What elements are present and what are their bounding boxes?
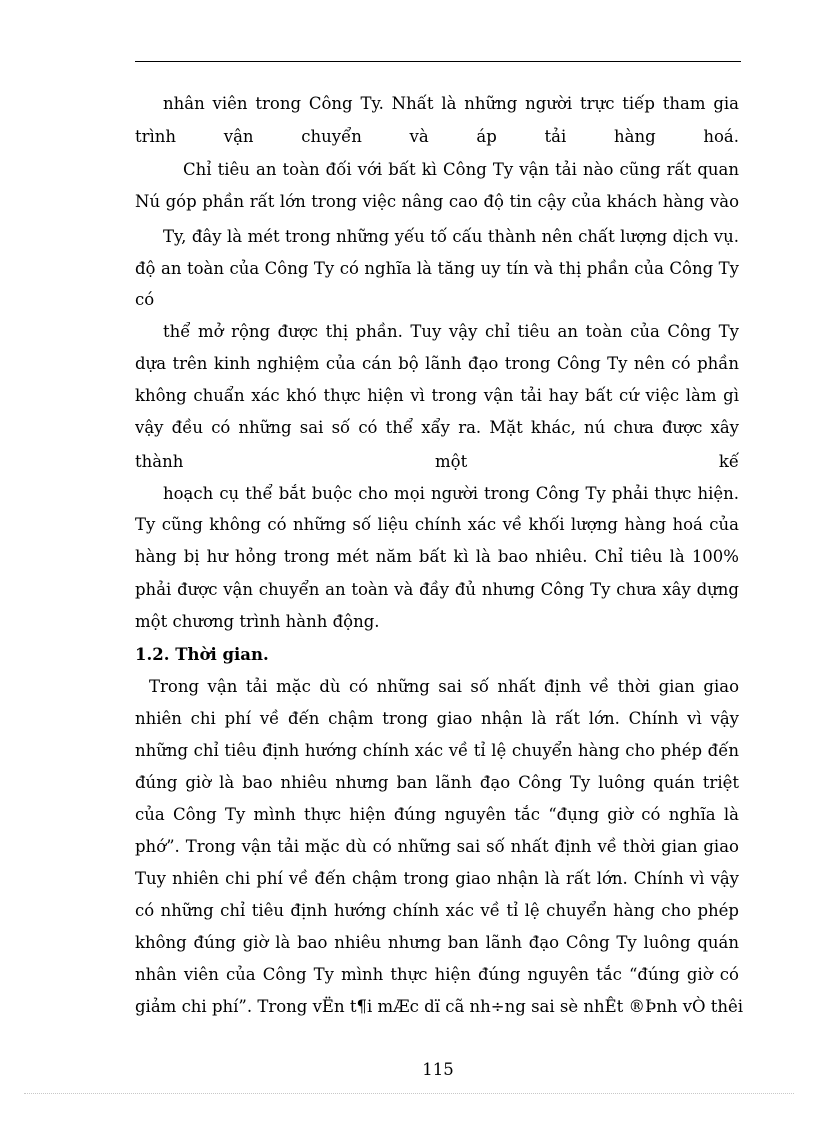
body-text-line: thể mở rộng được thị phần. Tuy vậy chỉ tiêu an toàn của Công Ty — [163, 322, 739, 341]
body-text-line: dựa trên kinh nghiệm của cán bộ lãnh đạo trong Công Ty nên có phần — [135, 354, 739, 373]
body-text-line: Tuy nhiên chi phí về đến chậm trong giao nhận là rất lớn. Chính vì vậy — [135, 869, 739, 888]
body-text-line: nhiên chi phí về đến chậm trong giao nhận là rất lớn. Chính vì vậy — [135, 709, 739, 728]
body-text-line: độ an toàn của Công Ty có nghĩa là tăng uy tín và thị phần của Công Ty — [135, 259, 739, 278]
footer-dotted-rule — [24, 1093, 794, 1094]
body-text-line: phải được vận chuyển an toàn và đầy đủ nhưng Công Ty chưa xây dựng — [135, 580, 739, 599]
body-text-line: trình vận chuyển và áp tải hàng hoá. — [135, 127, 739, 146]
header-rule — [135, 61, 741, 62]
body-text-line: hàng bị hư hỏng trong mét năm bất kì là bao nhiêu. Chỉ tiêu là 100% — [135, 547, 739, 566]
body-text-line: không đúng giờ là bao nhiêu nhưng ban lãnh đạo Công Ty luông quán — [135, 933, 739, 952]
body-text-line: những chỉ tiêu định hướng chính xác về tỉ lệ chuyển hàng cho phép đến — [135, 741, 739, 760]
body-text-line: hoạch cụ thể bắt buộc cho mọi người trong Công Ty phải thực hiện. — [163, 484, 739, 503]
body-text-line: của Công Ty mình thực hiện đúng nguyên tắc “đụng giờ có nghĩa là — [135, 805, 739, 824]
body-text-line: có — [135, 290, 155, 309]
section-heading: 1.2. Thời gian. — [135, 645, 269, 664]
body-text-line: Nú góp phần rất lớn trong việc nâng cao độ tin cậy của khách hàng vào — [135, 192, 739, 211]
body-text-line: nhân viên của Công Ty mình thực hiện đúng nguyên tắc “đúng giờ có — [135, 965, 739, 984]
body-text-line: Ty cũng không có những số liệu chính xác về khối lượng hàng hoá của — [135, 515, 739, 534]
body-text-line: một chương trình hành động. — [135, 612, 380, 631]
body-text-line: vậy đều có những sai số có thể xẩy ra. Mặt khác, nú chưa được xây — [135, 418, 739, 437]
body-text-line: có những chỉ tiêu định hướng chính xác về tỉ lệ chuyển hàng cho phép — [135, 901, 739, 920]
body-text-line: đúng giờ là bao nhiêu nhưng ban lãnh đạo Công Ty luông quán triệt — [135, 773, 739, 792]
body-text-line: phớ”. Trong vận tải mặc dù có những sai số nhất định về thời gian giao — [135, 837, 739, 856]
page-number: 115 — [422, 1060, 454, 1079]
body-text-line: nhân viên trong Công Ty. Nhất là những người trực tiếp tham gia — [163, 94, 739, 113]
body-text-line: không chuẩn xác khó thực hiện vì trong vận tải hay bất cứ việc làm gì — [135, 386, 739, 405]
body-text-line: thành một kế — [135, 452, 739, 471]
body-text-line: giảm chi phí”. Trong vËn t¶i mÆc dï cã nh÷ng sai sè nhÊt ®Þnh vÒ thêi — [135, 997, 744, 1016]
body-text-line: Trong vận tải mặc dù có những sai số nhất định về thời gian giao — [149, 677, 739, 696]
body-text-line: Chỉ tiêu an toàn đối với bất kì Công Ty vận tải nào cũng rất quan — [183, 160, 739, 179]
body-text-line: Ty, đây là mét trong những yếu tố cấu thành nên chất lượng dịch vụ. — [163, 227, 739, 246]
